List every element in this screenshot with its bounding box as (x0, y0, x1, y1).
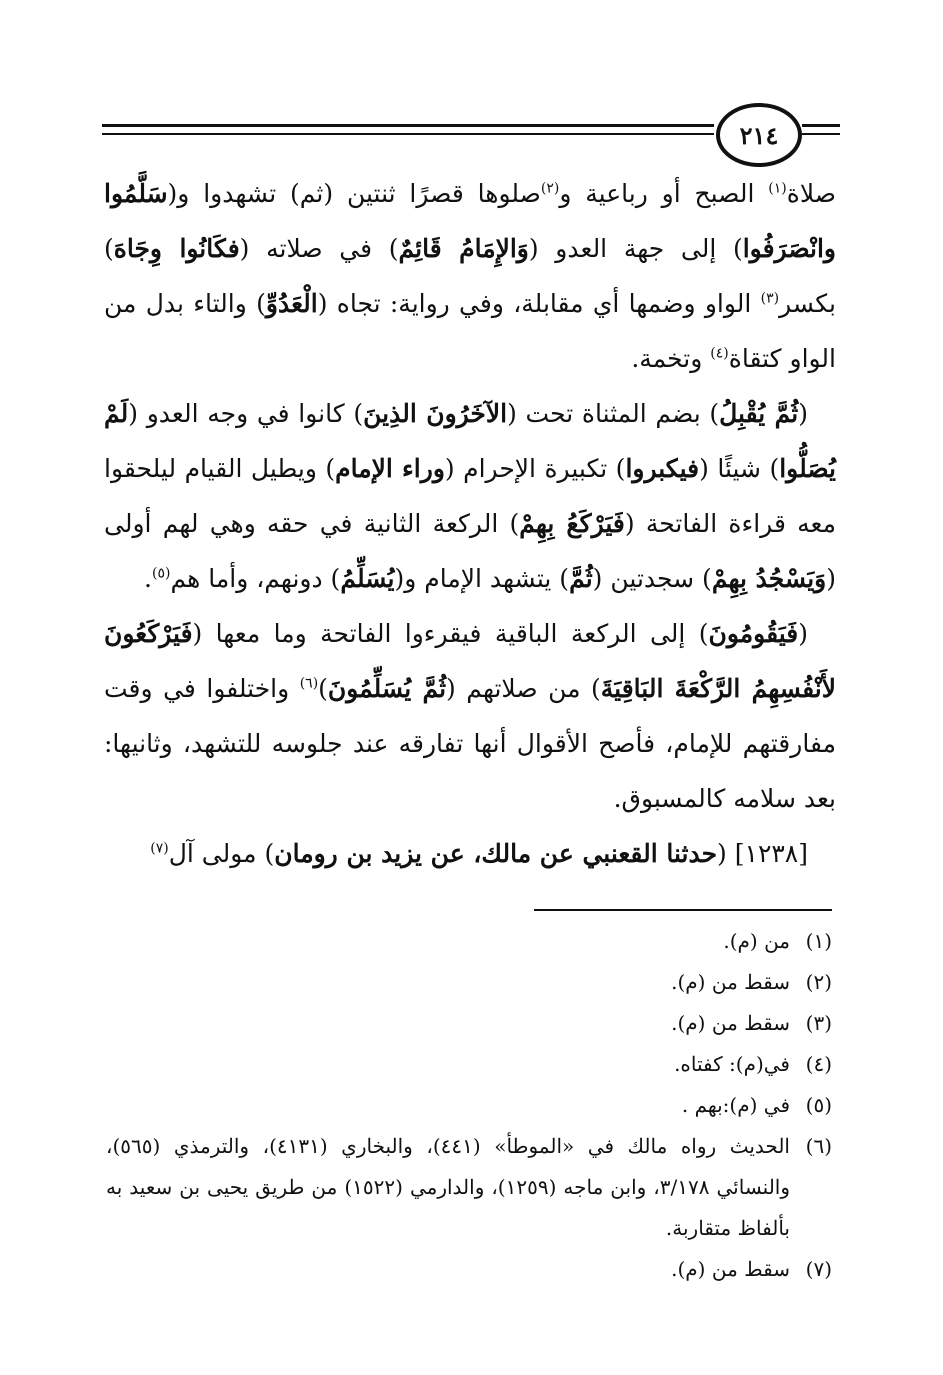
text-segment: أولى ( (104, 509, 836, 593)
text-segment: ) والتاء بدل من الواو (104, 289, 836, 373)
footnote (106, 1044, 832, 1085)
footnote-text: سقط من (م). (671, 1257, 790, 1281)
quoted-text: الآخَرُونَ الذِينَ (363, 399, 508, 428)
footnote-number: (١) (805, 929, 832, 953)
footnote (106, 1003, 832, 1044)
text-segment: ) الركعة الثانية في حقه وهي لهم (151, 509, 520, 538)
text-segment: [١٢٣٨] ( (717, 839, 808, 868)
text-segment: واختلفوا في وقت (104, 674, 300, 703)
header-rule (802, 133, 840, 135)
quoted-text: فَيَرْكَعُ بِهِمْ (519, 509, 625, 538)
text-segment: ) شيئًا ( (699, 454, 780, 483)
quoted-text: وَيَسْجُدُ بِهِمْ (711, 564, 827, 593)
text-segment: ) كانوا في وجه العدو (138, 399, 364, 428)
footnote-number: (٧) (805, 1257, 832, 1281)
quoted-text: فكَانُوا وِجَاهَ (113, 234, 240, 263)
footnote (106, 1249, 832, 1290)
footnote-ref: (٢) (540, 180, 560, 197)
footnote-text: في (م):بهم . (681, 1093, 790, 1117)
page-number: ٢١٤ (716, 103, 802, 167)
paragraph (104, 606, 836, 826)
paragraph (104, 386, 836, 606)
text-segment: ( (798, 399, 808, 428)
quoted-text: لَمْ يُصَلُّوا (104, 399, 836, 483)
quoted-text: فَيَرْكَعُونَ (104, 619, 193, 648)
quoted-text: ثُمَّ (569, 564, 593, 593)
quoted-text: وراء الإمام (335, 454, 445, 483)
footnote-text: سقط من (م). (671, 970, 790, 994)
text-segment: ) سجدتين ( (592, 564, 712, 593)
text-segment: ) بضم المثناة تحت ( (507, 399, 720, 428)
quoted-text: حدثنا القعنبي عن مالك، عن يزيد بن رومان (274, 839, 718, 868)
footnote-ref: (٦) (299, 675, 319, 692)
text-segment: كتقاة (728, 344, 782, 373)
quoted-text: وانْصَرَفُوا (742, 234, 836, 263)
quoted-text: ثُمَّ يُسَلِّمُونَ (327, 674, 447, 703)
quoted-text: وَالإِمَامُ قَائِمٌ (398, 234, 529, 263)
quoted-text: فيكبروا (625, 454, 700, 483)
header-rule (802, 124, 840, 127)
text-segment: وتخمة. (631, 344, 711, 373)
text-segment: ) بكسر (104, 234, 837, 318)
footnote-number: (٤) (805, 1052, 832, 1076)
text-segment: . (144, 564, 152, 593)
text-segment (751, 289, 760, 318)
text-segment: ) إلى جهة العدو ( (528, 234, 743, 263)
main-text (104, 166, 836, 881)
footnote-number: (٢) (805, 970, 832, 994)
footnote-text: سقط من (م). (671, 1011, 790, 1035)
text-segment: ( (128, 399, 139, 428)
footnote-ref: (٣) (760, 290, 780, 307)
text-segment: ) في صلاته ( (239, 234, 399, 263)
footnote-ref: (٥) (152, 565, 171, 582)
text-segment: ) (318, 674, 328, 703)
quoted-text: الْعَدُوِّ (265, 289, 318, 318)
footnote-number: (٣) (805, 1011, 832, 1035)
footnote-ref: (٧) (150, 840, 169, 857)
footnote (106, 1085, 832, 1126)
footnote-text: من (م). (723, 929, 790, 953)
text-segment: مفارقتهم للإمام، فأصح الأقوال أنها تفارقه عند جلوسه للتشهد، (172, 729, 836, 758)
text-segment: ) دونهم، وأما (200, 564, 341, 593)
quoted-text: لأَنْفُسِهِمُ الرَّكْعَةَ البَاقِيَةَ (600, 674, 836, 703)
text-segment: ) يتشهد الإمام و( (394, 564, 570, 593)
text-segment: وثانيها: بعد سلامه كالمسبوق. (104, 729, 836, 813)
footnote-ref: (٤) (710, 345, 729, 362)
quoted-text: فَيَقُومُونَ (708, 619, 799, 648)
header-rule (102, 133, 714, 135)
quoted-text: ثُمَّ يُقْبِلُ (719, 399, 799, 428)
footnote (106, 921, 832, 962)
header-rule (102, 124, 714, 127)
quoted-text: سَلَّمُوا (104, 179, 168, 208)
footnote-text: في(م): كفتاه. (674, 1052, 790, 1076)
text-segment: ) مولى آل (168, 839, 275, 868)
text-segment: ليلحقوا معه قراءة الفاتحة ( (104, 454, 836, 538)
quoted-text: يُسَلِّمُ (340, 564, 395, 593)
footnote-number: (٦) (805, 1134, 832, 1158)
paragraph (104, 166, 836, 386)
footnote-number: (٥) (805, 1093, 832, 1117)
text-segment: صلاة (786, 179, 836, 208)
text-segment: ) ويطيل القيام (176, 454, 336, 483)
footnote (106, 962, 832, 1003)
text-segment: الصبح أو رباعية و (559, 179, 769, 208)
text-segment: هم (170, 564, 201, 593)
footnote (106, 1126, 832, 1249)
footnote-separator (534, 909, 832, 911)
text-segment: الواو وضمها أي مقابلة، وفي رواية: تجاه ( (317, 289, 752, 318)
text-segment: ) من صلاتهم ( (446, 674, 601, 703)
footnote-text: الحديث رواه مالك في «الموطأ» (٤٤١)، والبخاري (٤١٣١)، والترمذي (٥٦٥)، والنسائي ٣/١٧٨، وابن ماجه (١٢٥٩)، والدارمي (١٥٢٢) من طريق يحيى بن سعيد به بألفاظ متقاربة. (106, 1134, 791, 1240)
text-segment: ( (798, 619, 808, 648)
text-segment: ) تكبيرة الإحرام ( (444, 454, 626, 483)
text-segment: ) إلى الركعة الباقية فيقرءوا الفاتحة وما معها ( (192, 619, 709, 648)
footnote-ref: (١) (768, 180, 787, 197)
text-segment: صلوها قصرًا ثنتين (ثم) تشهدوا و( (167, 179, 541, 208)
paragraph (104, 826, 836, 881)
page-header (102, 100, 840, 166)
footnotes (106, 921, 832, 1290)
